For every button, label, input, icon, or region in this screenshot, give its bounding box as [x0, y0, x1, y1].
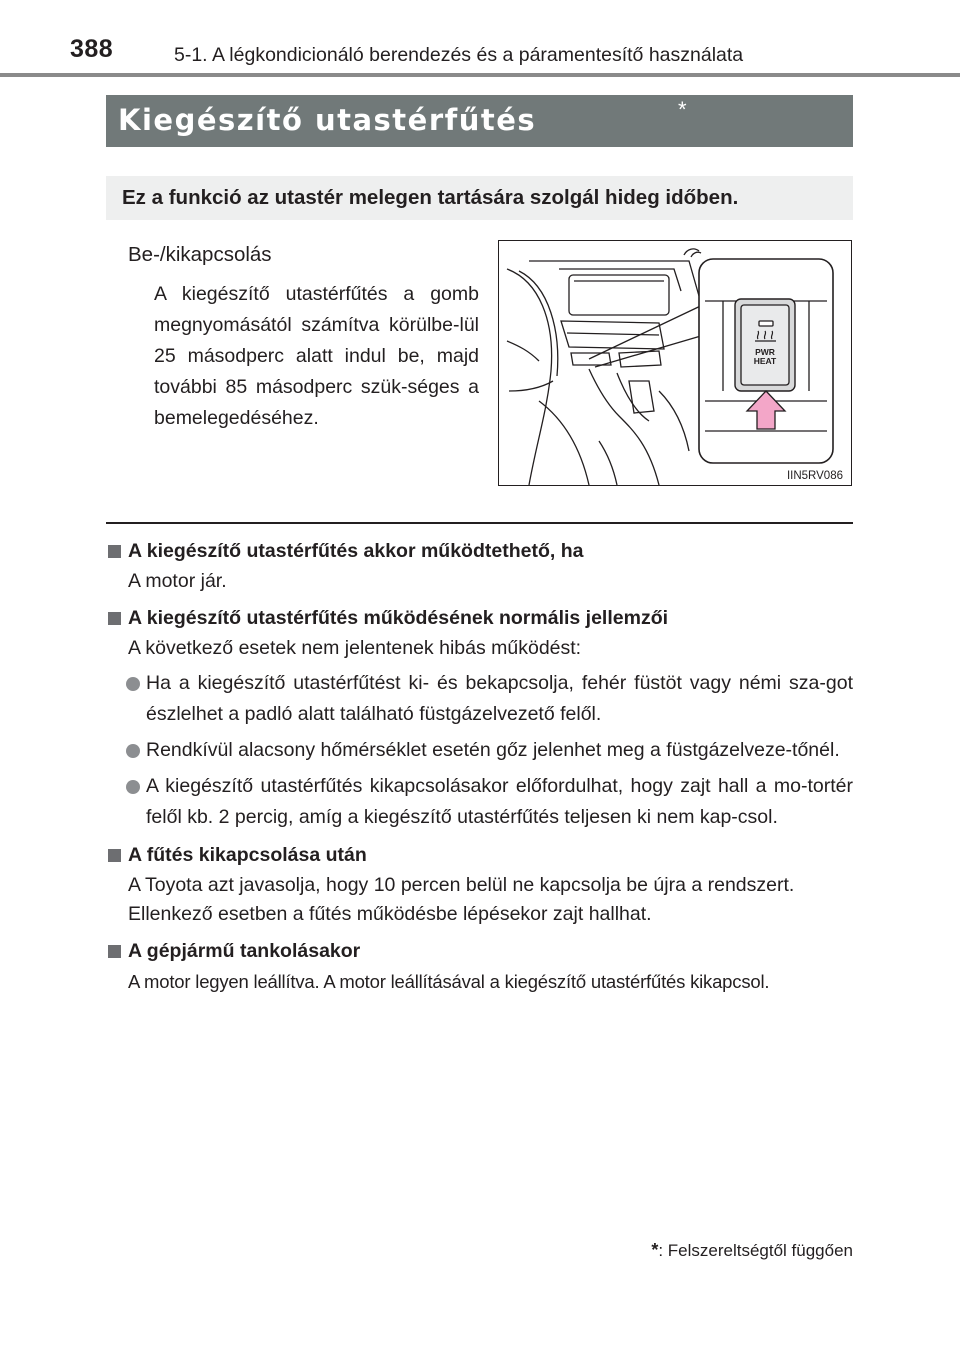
section-body: A következő esetek nem jelentenek hibás működést: — [128, 637, 582, 659]
section-body: A motor jár. — [128, 570, 227, 592]
button-label-pwr: PWR — [755, 347, 775, 357]
section-operable-when — [106, 537, 853, 596]
section-rule — [106, 522, 853, 524]
title-asterisk: * — [678, 97, 687, 122]
section-heading: A kiegészítő utastérfűtés akkor működtethető, ha — [106, 537, 853, 565]
square-bullet-icon — [108, 849, 121, 862]
list-item: Rendkívül alacsony hőmérséklet esetén gőz jelenhet meg a füstgázelveze-tőnél. — [106, 735, 853, 766]
list-item: A kiegészítő utastérfűtés kikapcsolásakor előfordulhat, hogy zajt hall a mo-tortér felől kb. 2 percig, amíg a kiegészítő utastérfűtés teljesen ki nem kap-csol. — [106, 771, 853, 833]
intro-heading: Be-/kikapcsolás — [128, 243, 272, 266]
square-bullet-icon — [108, 612, 121, 625]
circle-bullet-icon — [126, 744, 140, 758]
lead-text: Ez a funkció az utastér melegen tartására szolgál hideg időben. — [122, 186, 739, 209]
footnote-asterisk: * — [651, 1240, 659, 1260]
footnote — [651, 1240, 853, 1261]
dashboard-drawing — [499, 241, 851, 485]
header-rule — [0, 73, 960, 77]
section-after-turning-off — [106, 841, 853, 929]
circle-bullet-icon — [126, 780, 140, 794]
circle-bullet-icon — [126, 677, 140, 691]
square-bullet-icon — [108, 545, 121, 558]
page-number: 388 — [70, 35, 114, 63]
section-title-bar — [106, 95, 853, 147]
figure-code: IIN5RV086 — [786, 470, 843, 482]
dashboard-illustration — [498, 240, 852, 486]
section-heading: A gépjármű tankolásakor — [106, 937, 853, 965]
intro-paragraph: A kiegészítő utastérfűtés a gomb megnyomásától számítva körülbe-lül 25 másodperc alatt indul be, majd további 85 másodperc szük-séges a bemelegedéséhez. — [154, 283, 479, 429]
section-refueling — [106, 937, 853, 996]
footnote-text: : Felszereltségtől függően — [658, 1241, 853, 1260]
button-label-heat: HEAT — [753, 356, 777, 366]
section-heading: A fűtés kikapcsolása után — [106, 841, 853, 869]
square-bullet-icon — [108, 945, 121, 958]
notes-content — [106, 537, 853, 996]
list-item: Ha a kiegészítő utastérfűtést ki- és bekapcsolja, fehér füstöt vagy némi sza-got észlelhet a padló alatt található füstgázelvezető felől. — [106, 668, 853, 730]
lead-box — [106, 176, 853, 220]
section-heading: A kiegészítő utastérfűtés működésének normális jellemzői — [106, 604, 853, 632]
section-title: Kiegészítő utastérfűtés — [118, 103, 537, 137]
chapter-title: 5-1. A légkondicionáló berendezés és a páramentesítő használata — [174, 44, 744, 66]
section-normal-characteristics — [106, 604, 853, 833]
section-body: A motor legyen leállítva. A motor leállításával a kiegészítő utastérfűtés kikapcsol. — [128, 971, 770, 992]
section-body: A Toyota azt javasolja, hogy 10 percen belül ne kapcsolja be újra a rendszert. Ellenkező esetben a fűtés működésbe lépésekor zajt hallhat. — [128, 874, 795, 925]
